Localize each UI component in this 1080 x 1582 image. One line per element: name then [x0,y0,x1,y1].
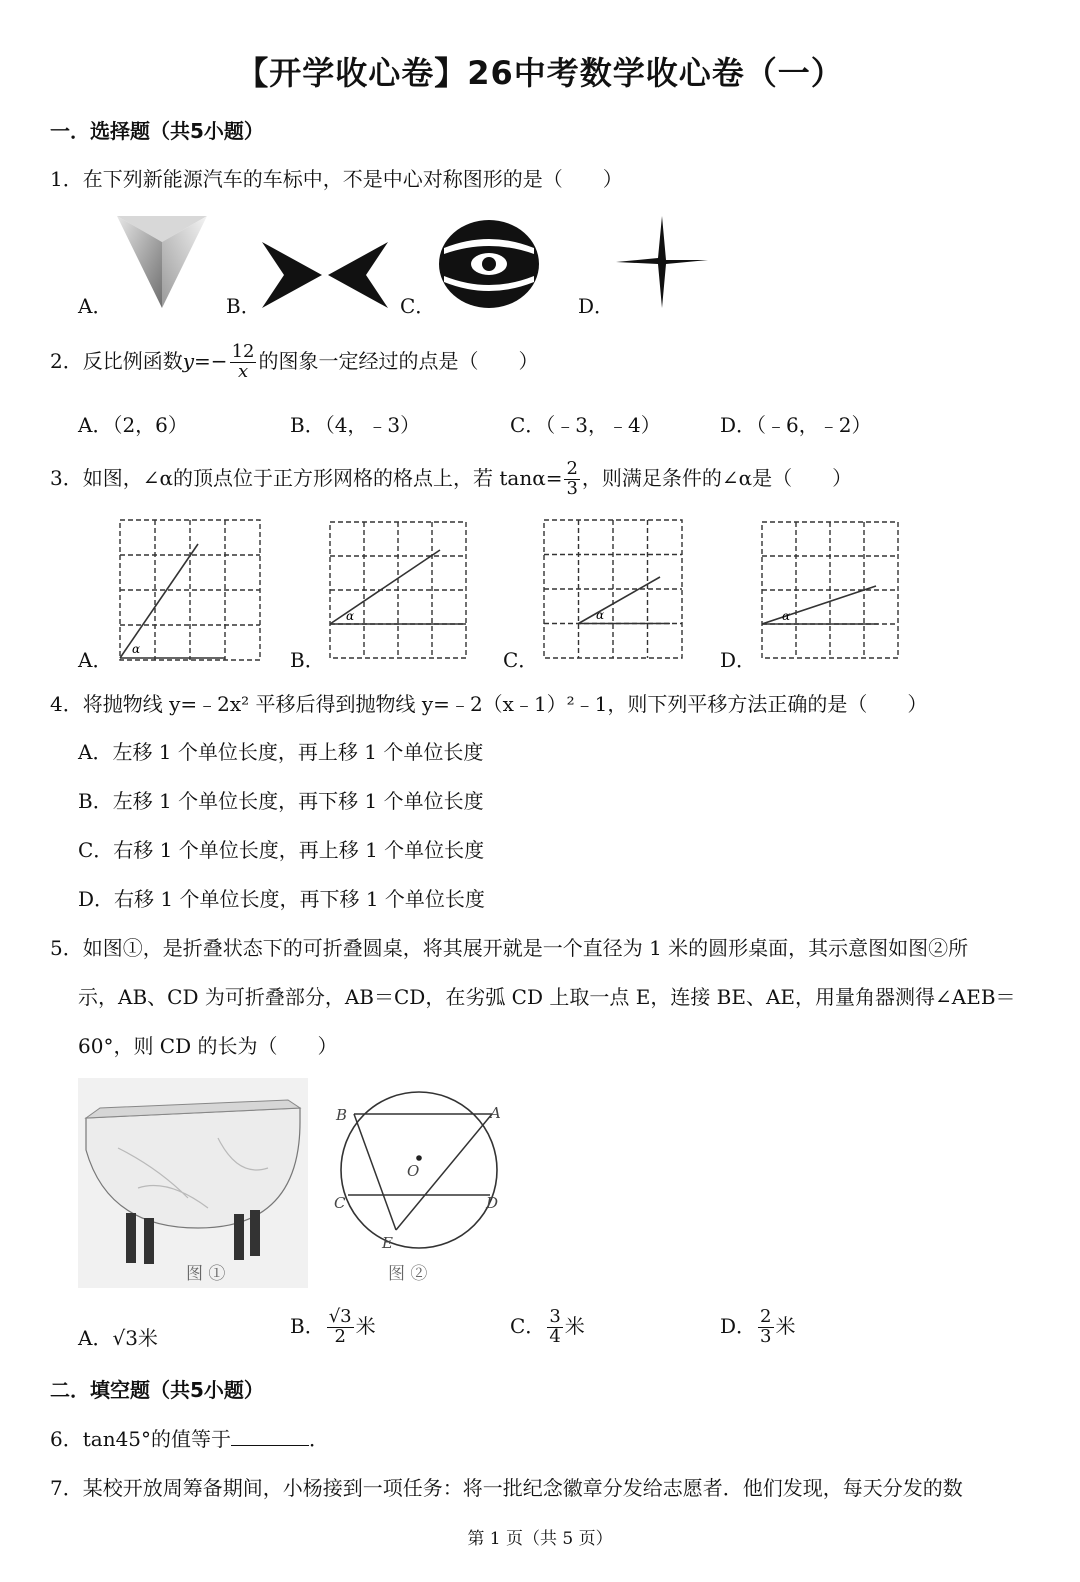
section-heading-choice: 一．选择题（共5小题） [50,119,264,143]
q3-option-b-label: B． [290,648,325,672]
fraction-sqrt3-over-2: $\frac{√3}{2}$ [328,1306,352,1347]
alpha-label: α [132,642,141,656]
q5-option-b: B． $\frac{√3}{2}$ 米 [290,1306,376,1347]
page-title: 【开学收心卷】26中考数学收心卷（一） [236,54,844,92]
question-5-line-1: 5．如图①，是折叠状态下的可折叠圆桌，将其展开就是一个直径为 1 米的圆形桌面，其示意图如图②所 [50,936,969,960]
q1-option-d-label: D． [578,294,615,318]
question-7: 7．某校开放周筹备期间，小杨接到一项任务：将一批纪念徽章分发给志愿者．他们发现，每天分发的数 [50,1476,963,1500]
logo-star-cross-icon [614,212,712,310]
circle-diagram-figure [328,1078,508,1288]
q2-option-b: B．（4，﹣3） [290,413,421,437]
q2-option-c: C．（﹣3，﹣4） [510,413,661,437]
q1-option-b-label: B． [226,294,261,318]
math-equals-minus: =− [194,348,228,373]
alpha-label: α [782,609,791,623]
question-number: 6． [50,1427,83,1451]
question-number: 4． [50,692,83,716]
fraction-2-over-3: $\frac{2}{3}$ [566,458,578,499]
point-label-a: A [490,1104,501,1122]
page-footer: 第 1 页（共 5 页） [467,1529,613,1549]
q2-option-d: D．（﹣6，﹣2） [720,413,872,437]
fraction-2-over-3: $\frac{2}{3}$ [760,1306,772,1347]
q3-option-d-label: D． [720,648,757,672]
question-text-pre: 反比例函数 [82,348,183,373]
question-5-line-2: 示，AB、CD 为可折叠部分，AB＝CD，在劣弧 CD 上取一点 E，连接 BE、AE，用量角器测得∠AEB＝ [78,985,1016,1009]
question-text-post: 的图象一定经过的点是（ ） [258,348,539,373]
question-text: 将抛物线 y=﹣2x² 平移后得到抛物线 y=﹣2（x﹣1）²﹣1，则下列平移方法正确的是（ ） [82,692,928,716]
q4-option-a: A．左移 1 个单位长度，再上移 1 个单位长度 [78,740,484,764]
question-4 [50,688,927,717]
q5-option-d: D． $\frac{2}{3}$ 米 [720,1306,796,1347]
q2-option-a: A．（2，6） [78,413,188,437]
point-label-e: E [382,1234,393,1252]
q5-option-c: C． $\frac{3}{4}$ 米 [510,1306,585,1347]
fraction-12-over-x: $\frac{12}{x}$ [231,341,255,382]
question-1 [50,163,623,192]
logo-circle-eye-icon [436,218,542,310]
q3-option-a-label: A． [78,648,113,672]
math-variable-y: y [182,348,195,373]
question-number: 3． [50,465,83,490]
question-2 [50,343,538,382]
alpha-label: α [346,609,355,623]
grid-figure-d [760,520,900,660]
question-text-pre: 如图，∠α的顶点位于正方形网格的格点上，若 tanα= [82,465,563,490]
section-heading-fill-in: 二．填空题（共5小题） [50,1378,264,1402]
question-number: 7． [50,1476,83,1500]
q1-option-c-label: C． [400,294,436,318]
figure-2-caption: 图 ② [388,1264,428,1284]
point-label-b: B [336,1106,348,1124]
grid-figure-a [118,518,262,662]
question-6: 6．tan45°的值等于 ． [50,1427,330,1451]
logo-x-wings-icon [260,240,390,310]
question-3 [50,460,852,499]
q5-option-a: A．√3米 [78,1326,158,1350]
question-text-post: ，则满足条件的∠α是（ ） [581,465,853,490]
q4-option-b: B．左移 1 个单位长度，再下移 1 个单位长度 [78,789,484,813]
grid-figure-b [328,520,468,660]
q4-option-d: D．右移 1 个单位长度，再下移 1 个单位长度 [78,887,485,911]
alpha-label: α [596,608,605,622]
point-label-c: C [334,1194,346,1212]
folding-table-figure [78,1078,308,1288]
point-label-d: D [486,1194,499,1212]
answer-blank[interactable] [231,1429,309,1446]
question-number: 5． [50,936,83,960]
logo-triangle-icon [112,210,212,310]
figure-1-caption: 图 ① [186,1264,226,1284]
option-value: √3米 [112,1326,158,1350]
point-label-o: O [407,1162,420,1180]
grid-figure-c [542,518,684,660]
q1-option-a-label: A． [78,294,113,318]
fraction-3-over-4: $\frac{3}{4}$ [549,1306,561,1347]
question-text: 在下列新能源汽车的车标中，不是中心对称图形的是（ ） [82,167,623,191]
q3-option-c-label: C． [503,648,539,672]
question-number: 1． [50,167,83,191]
question-5-line-3: 60°，则 CD 的长为（ ） [78,1034,338,1058]
q4-option-c: C．右移 1 个单位长度，再上移 1 个单位长度 [78,838,485,862]
question-number: 2． [50,348,83,373]
